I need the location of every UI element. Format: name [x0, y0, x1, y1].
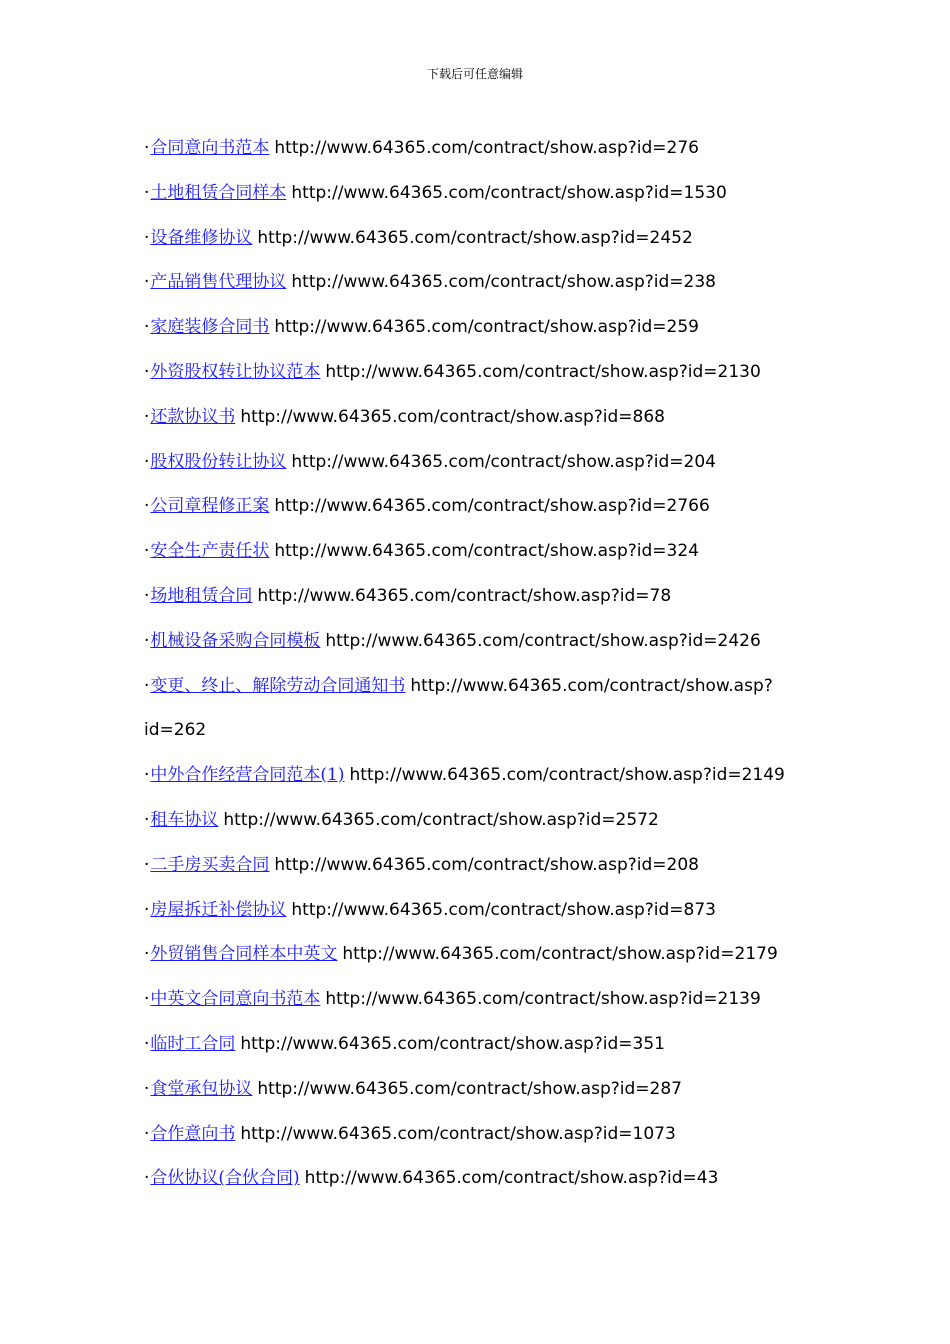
- bullet-marker: ·: [144, 182, 150, 203]
- contract-url: http://www.64365.com/contract/show.asp?id=259: [274, 317, 699, 338]
- list-item: [144, 1067, 784, 1112]
- list-item: [144, 1022, 784, 1067]
- bullet-marker: ·: [144, 899, 150, 920]
- contract-url: http://www.64365.com/contract/show.asp?id=276: [274, 138, 699, 158]
- contract-url: http://www.64365.com/contract/show.asp?id=1073: [240, 1123, 676, 1144]
- list-item: [144, 888, 784, 933]
- contract-link-list: [144, 126, 784, 1201]
- list-item: [144, 1156, 784, 1201]
- bullet-marker: ·: [144, 1123, 150, 1144]
- contract-title-link[interactable]: 场地租赁合同: [150, 585, 253, 606]
- contract-title-link[interactable]: 变更、终止、解除劳动合同通知书: [150, 675, 406, 696]
- contract-url: http://www.64365.com/contract/show.asp?: [410, 675, 773, 696]
- contract-title-link[interactable]: 外贸销售合同样本中英文: [150, 944, 338, 965]
- list-item: [144, 440, 784, 485]
- contract-url: http://www.64365.com/contract/show.asp?id=204: [291, 451, 716, 472]
- contract-title-link[interactable]: 还款协议书: [150, 406, 236, 427]
- bullet-marker: ·: [144, 809, 150, 830]
- contract-title-link[interactable]: 中英文合同意向书范本: [150, 989, 321, 1010]
- contract-url: http://www.64365.com/contract/show.asp?id=2139: [325, 989, 761, 1010]
- list-item: [144, 484, 784, 529]
- list-item: [144, 619, 784, 664]
- bullet-marker: ·: [144, 765, 150, 786]
- bullet-marker: ·: [144, 854, 150, 875]
- bullet-marker: ·: [144, 406, 150, 427]
- contract-url: http://www.64365.com/contract/show.asp?id=1530: [291, 182, 727, 203]
- contract-url: http://www.64365.com/contract/show.asp?id=2179: [342, 944, 778, 965]
- contract-url: http://www.64365.com/contract/show.asp?id=873: [291, 899, 716, 920]
- contract-url: http://www.64365.com/contract/show.asp?id=2766: [274, 496, 710, 517]
- list-item: [144, 798, 784, 843]
- bullet-marker: ·: [144, 944, 150, 965]
- contract-url: http://www.64365.com/contract/show.asp?id=208: [274, 854, 699, 875]
- bullet-marker: ·: [144, 1078, 150, 1099]
- bullet-marker: ·: [144, 227, 150, 248]
- contract-title-link[interactable]: 合伙协议(合伙合同): [150, 1168, 300, 1189]
- bullet-marker: ·: [144, 989, 150, 1010]
- bullet-marker: ·: [144, 1168, 150, 1189]
- contract-url: http://www.64365.com/contract/show.asp?id=2130: [325, 361, 761, 382]
- list-item-continuation: [144, 708, 784, 753]
- list-item: [144, 932, 784, 977]
- contract-title-link[interactable]: 公司章程修正案: [150, 496, 270, 517]
- list-item: [144, 977, 784, 1022]
- bullet-marker: ·: [144, 272, 150, 293]
- contract-url: http://www.64365.com/contract/show.asp?id=2452: [257, 227, 693, 248]
- list-item: [144, 395, 784, 440]
- contract-url: http://www.64365.com/contract/show.asp?id=238: [291, 272, 716, 293]
- list-item: [144, 753, 784, 798]
- contract-title-link[interactable]: 中外合作经营合同范本(1): [150, 765, 345, 786]
- contract-url: http://www.64365.com/contract/show.asp?id=868: [240, 406, 665, 427]
- contract-title-link[interactable]: 临时工合同: [150, 1033, 236, 1054]
- list-item: [144, 843, 784, 888]
- list-item: [144, 574, 784, 619]
- contract-url: http://www.64365.com/contract/show.asp?id=287: [257, 1078, 682, 1099]
- bullet-marker: ·: [144, 585, 150, 606]
- list-item: [144, 260, 784, 305]
- contract-title-link[interactable]: 房屋拆迁补偿协议: [150, 899, 287, 920]
- contract-title-link[interactable]: 土地租赁合同样本: [150, 182, 287, 203]
- bullet-marker: ·: [144, 630, 150, 651]
- bullet-marker: ·: [144, 1033, 150, 1054]
- contract-title-link[interactable]: 机械设备采购合同模板: [150, 630, 321, 651]
- page-header: 下载后可任意编辑: [426, 67, 523, 81]
- contract-title-link[interactable]: 合作意向书: [150, 1123, 236, 1144]
- contract-url: http://www.64365.com/contract/show.asp?id=2572: [223, 809, 659, 830]
- bullet-marker: ·: [144, 361, 150, 382]
- bullet-marker: ·: [144, 317, 150, 338]
- list-item: [144, 350, 784, 395]
- list-item: [144, 1112, 784, 1157]
- bullet-marker: ·: [144, 138, 150, 158]
- list-item: [144, 305, 784, 350]
- list-item: [144, 216, 784, 261]
- bullet-marker: ·: [144, 496, 150, 517]
- contract-title-link[interactable]: 外资股权转让协议范本: [150, 361, 321, 382]
- contract-url: http://www.64365.com/contract/show.asp?id=351: [240, 1033, 665, 1054]
- contract-url: http://www.64365.com/contract/show.asp?id=2149: [349, 765, 785, 786]
- contract-title-link[interactable]: 设备维修协议: [150, 227, 253, 248]
- bullet-marker: ·: [144, 541, 150, 562]
- contract-title-link[interactable]: 股权股份转让协议: [150, 451, 287, 472]
- contract-title-link[interactable]: 产品销售代理协议: [150, 272, 287, 293]
- contract-url: http://www.64365.com/contract/show.asp?id=2426: [325, 630, 761, 651]
- contract-url-continuation: id=262: [144, 720, 207, 741]
- contract-title-link[interactable]: 安全生产责任状: [150, 541, 270, 562]
- list-item: [144, 664, 784, 709]
- bullet-marker: ·: [144, 675, 150, 696]
- contract-title-link[interactable]: 家庭装修合同书: [150, 317, 270, 338]
- contract-title-link[interactable]: 二手房买卖合同: [150, 854, 270, 875]
- list-item: [144, 529, 784, 574]
- contract-url: http://www.64365.com/contract/show.asp?id=324: [274, 541, 699, 562]
- list-item: [144, 126, 784, 171]
- contract-title-link[interactable]: 租车协议: [150, 809, 219, 830]
- list-item: [144, 171, 784, 216]
- contract-url: http://www.64365.com/contract/show.asp?id=78: [257, 585, 672, 606]
- bullet-marker: ·: [144, 451, 150, 472]
- contract-url: http://www.64365.com/contract/show.asp?id=43: [304, 1168, 719, 1189]
- contract-title-link[interactable]: 食堂承包协议: [150, 1078, 253, 1099]
- contract-title-link[interactable]: 合同意向书范本: [150, 138, 270, 158]
